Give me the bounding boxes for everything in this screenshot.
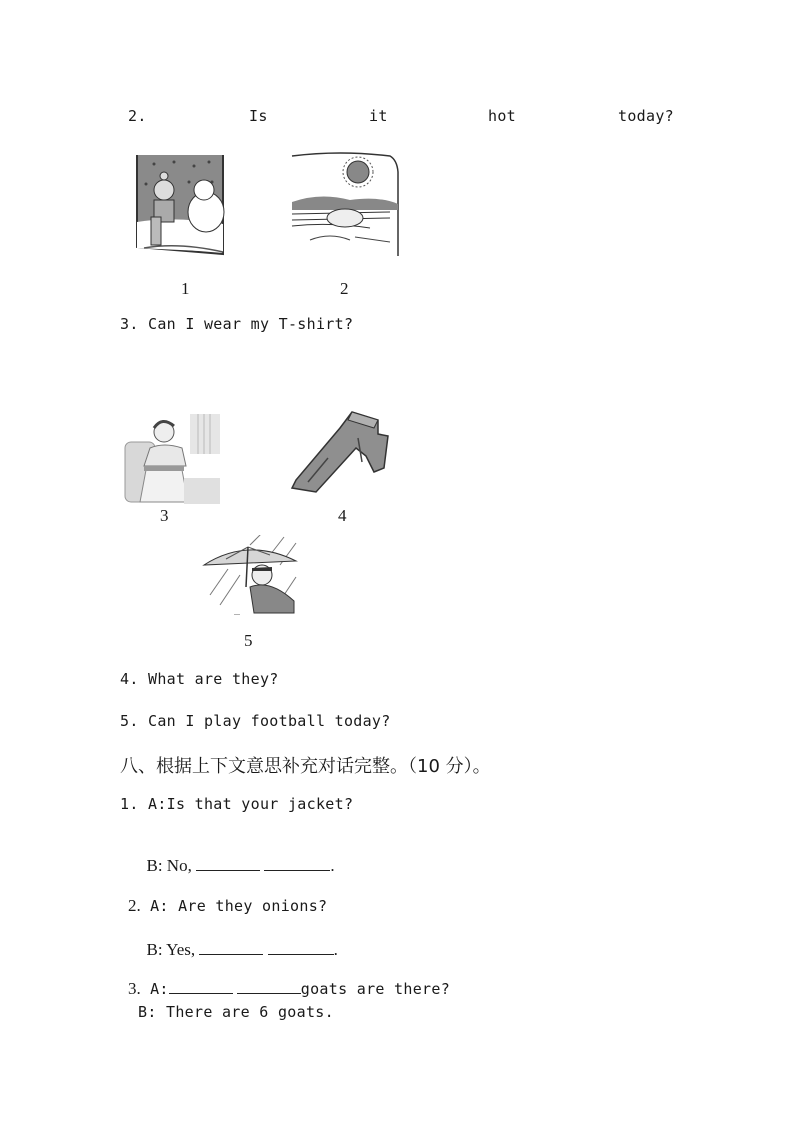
question-2-word: today? — [618, 107, 674, 125]
woman-sitting-picture — [122, 408, 220, 504]
dialogue-1-question: 1. A:Is that your jacket? — [120, 795, 354, 813]
dialogue-3-answer: B: There are 6 goats. — [138, 1003, 334, 1021]
question-2-word: it — [369, 107, 388, 125]
dialogue-2-answer — [138, 920, 338, 960]
section-8-heading: 八、根据上下文意思补充对话完整。（10 分）。 — [120, 756, 491, 777]
dialogue-number: 3. — [128, 979, 141, 998]
trousers-picture — [288, 408, 392, 494]
answer-blank[interactable] — [268, 940, 334, 955]
dialogue-number: 2. — [128, 896, 141, 915]
svg-text:...: ... — [234, 608, 240, 617]
dialogue-3-question — [120, 961, 450, 999]
dialogue-question-suffix: goats are there? — [300, 980, 451, 998]
answer-prefix: B: No, — [146, 856, 197, 875]
question-4-text: 4. What are they? — [120, 670, 279, 688]
answer-suffix: . — [330, 856, 335, 875]
picture-label: 5 — [244, 631, 253, 650]
answer-prefix: B: Yes, — [146, 940, 200, 959]
question-3-text: 3. Can I wear my T-shirt? — [120, 315, 354, 333]
dialogue-2-question — [120, 878, 327, 916]
snowman-child-picture — [134, 152, 227, 258]
question-2-word: Is — [249, 107, 268, 125]
dialogue-question-prefix: A: — [140, 980, 169, 998]
dialogue-question-text: A: Are they onions? — [140, 897, 328, 915]
question-2-word: hot — [488, 107, 516, 125]
question-2-number: 2. — [128, 107, 147, 125]
dialogue-1-answer — [138, 836, 335, 876]
question-5-text: 5. Can I play football today? — [120, 712, 391, 730]
picture-label: 4 — [338, 506, 347, 525]
picture-label: 2 — [340, 279, 349, 298]
answer-blank[interactable] — [199, 940, 263, 955]
answer-suffix: . — [333, 940, 338, 959]
boy-umbrella-rain-picture — [200, 535, 298, 617]
picture-label: 3 — [160, 506, 169, 525]
answer-blank[interactable] — [196, 856, 260, 871]
picture-label: 1 — [181, 279, 190, 298]
answer-blank[interactable] — [237, 979, 301, 994]
answer-blank[interactable] — [264, 856, 330, 871]
answer-blank[interactable] — [169, 979, 233, 994]
sunny-beach-picture — [290, 152, 400, 258]
